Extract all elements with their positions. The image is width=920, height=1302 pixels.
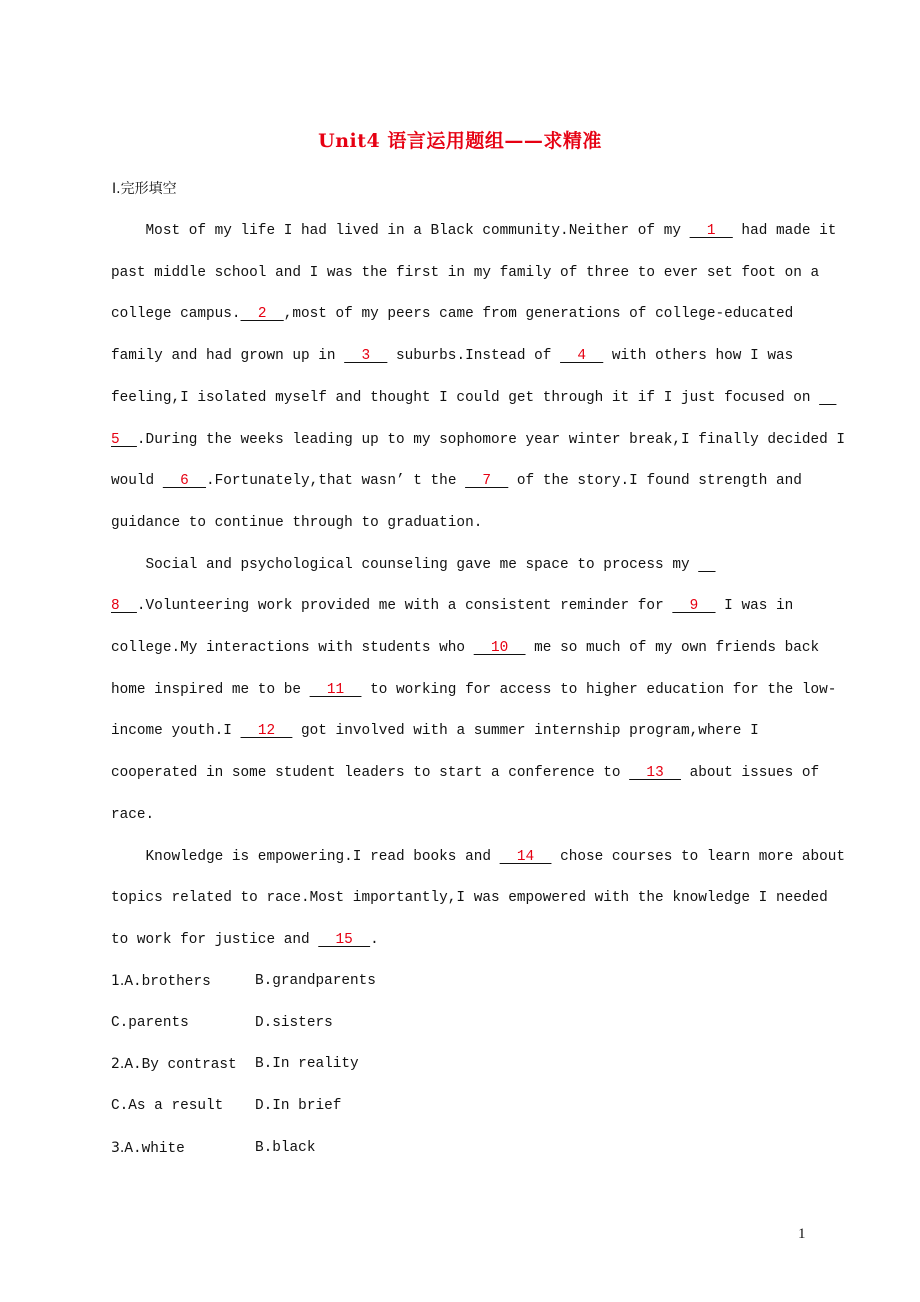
blank-number: 8 [111, 598, 137, 615]
option-b: D.In brief [255, 1098, 342, 1115]
passage-text: family and had grown up in [111, 348, 345, 365]
passage-text: college.My interactions with students who [111, 640, 474, 656]
blank-number: 2 [240, 306, 284, 323]
passage-text: would [111, 473, 163, 490]
option-b: B.black [255, 1139, 316, 1156]
passage-text: with others how I was [603, 348, 794, 365]
passage-text: got involved with a summer internship program,where I [292, 723, 759, 740]
passage-line [111, 472, 811, 490]
passage-text: to work for justice and [111, 931, 319, 948]
passage-text: chose courses to learn more about [551, 848, 846, 865]
passage-text: Social and psychological counseling gave me space to process my [111, 556, 699, 573]
option-text: A.white [124, 1140, 185, 1157]
option-text: C.parents [111, 1014, 189, 1031]
blank-number: 11 [309, 681, 362, 698]
passage-text: home inspired me to be [111, 681, 310, 698]
passage-line [111, 806, 811, 824]
passage-text: I was in [715, 598, 794, 615]
blank-number: 5 [111, 431, 137, 448]
passage-line [111, 514, 811, 532]
page-title: Unit4 语言运用题组——求精准 [318, 130, 602, 152]
passage-line [111, 639, 820, 657]
option-b: D.sisters [255, 1014, 333, 1031]
blank-number: 13 [629, 765, 681, 782]
passage-text: Most of my life I had lived in a Black community.Neither of my [111, 223, 690, 239]
option-b: B.In reality [255, 1056, 359, 1073]
passage-line [111, 556, 811, 574]
passage-text: me so much of my own friends back [525, 640, 820, 656]
question-number: 1. [111, 973, 125, 989]
passage-line [111, 931, 811, 949]
passage-line [111, 764, 820, 782]
blank-number [819, 390, 836, 406]
blank-number [698, 557, 715, 573]
blank-number: 3 [344, 348, 388, 365]
passage-text: suburbs.Instead of [387, 348, 561, 365]
option-a [111, 1056, 237, 1073]
option-b: B.grandparents [255, 973, 376, 989]
passage-line [111, 681, 837, 699]
passage-text: feeling,I isolated myself and thought I could get through it if I just focused on [111, 389, 820, 406]
passage-line [111, 889, 828, 907]
blank-number: 7 [465, 473, 509, 490]
option-text: A.brothers [124, 974, 211, 990]
option-a [111, 973, 211, 990]
blank-number: 10 [473, 640, 526, 656]
passage-line [111, 597, 811, 615]
passage-text: .Fortunately,that wasn’ t the [206, 473, 466, 490]
passage-text: to working for access to higher education for the low- [361, 681, 837, 698]
blank-number: 1 [689, 223, 733, 239]
option-text: A.By contrast [124, 1057, 237, 1074]
passage-text: ,most of my peers came from generations of college-educated [283, 306, 794, 323]
passage-line [111, 264, 820, 282]
question-number: 2. [111, 1056, 125, 1073]
option-a [111, 1140, 185, 1157]
passage-text: . [370, 931, 379, 948]
option-a [111, 1098, 223, 1114]
blank-number: 14 [499, 848, 552, 865]
page-number: 1 [798, 1226, 806, 1242]
passage-text: .During the weeks leading up to my sophomore year winter break,I finally decided I [136, 431, 846, 448]
passage-line [111, 389, 820, 407]
option-text: C.As a result [111, 1098, 224, 1115]
passage-text: about issues of [680, 765, 820, 782]
passage-text: past middle school and I was the first in my family of three to ever set foot on a [111, 264, 820, 281]
passage-text: of the story.I found strength and [508, 473, 802, 490]
blank-number: 6 [162, 473, 207, 490]
passage-line [111, 347, 811, 365]
section-heading: Ⅰ.完形填空 [112, 181, 177, 197]
passage-line [111, 722, 811, 740]
passage-text: had made it [732, 223, 837, 239]
passage-text: topics related to race.Most importantly,I was empowered with the knowledge I needed [111, 890, 828, 907]
blank-number: 4 [560, 348, 604, 365]
passage-text: cooperated in some student leaders to start a conference to [111, 765, 630, 782]
passage-text: Knowledge is empowering.I read books and [111, 848, 500, 865]
blank-number: 9 [672, 598, 716, 615]
passage-text: college campus. [111, 306, 241, 323]
passage-text: guidance to continue through to graduation. [111, 514, 483, 531]
passage-text: .Volunteering work provided me with a consistent reminder for [136, 598, 673, 615]
passage-line [111, 431, 846, 449]
passage-line [111, 305, 811, 323]
blank-number: 12 [240, 723, 293, 740]
option-a [111, 1015, 189, 1031]
blank-number: 15 [318, 931, 371, 948]
question-number: 3. [111, 1139, 125, 1156]
passage-line [111, 222, 837, 240]
passage-text: race. [111, 806, 155, 823]
passage-line [111, 848, 846, 866]
passage-text: income youth.I [111, 723, 241, 740]
